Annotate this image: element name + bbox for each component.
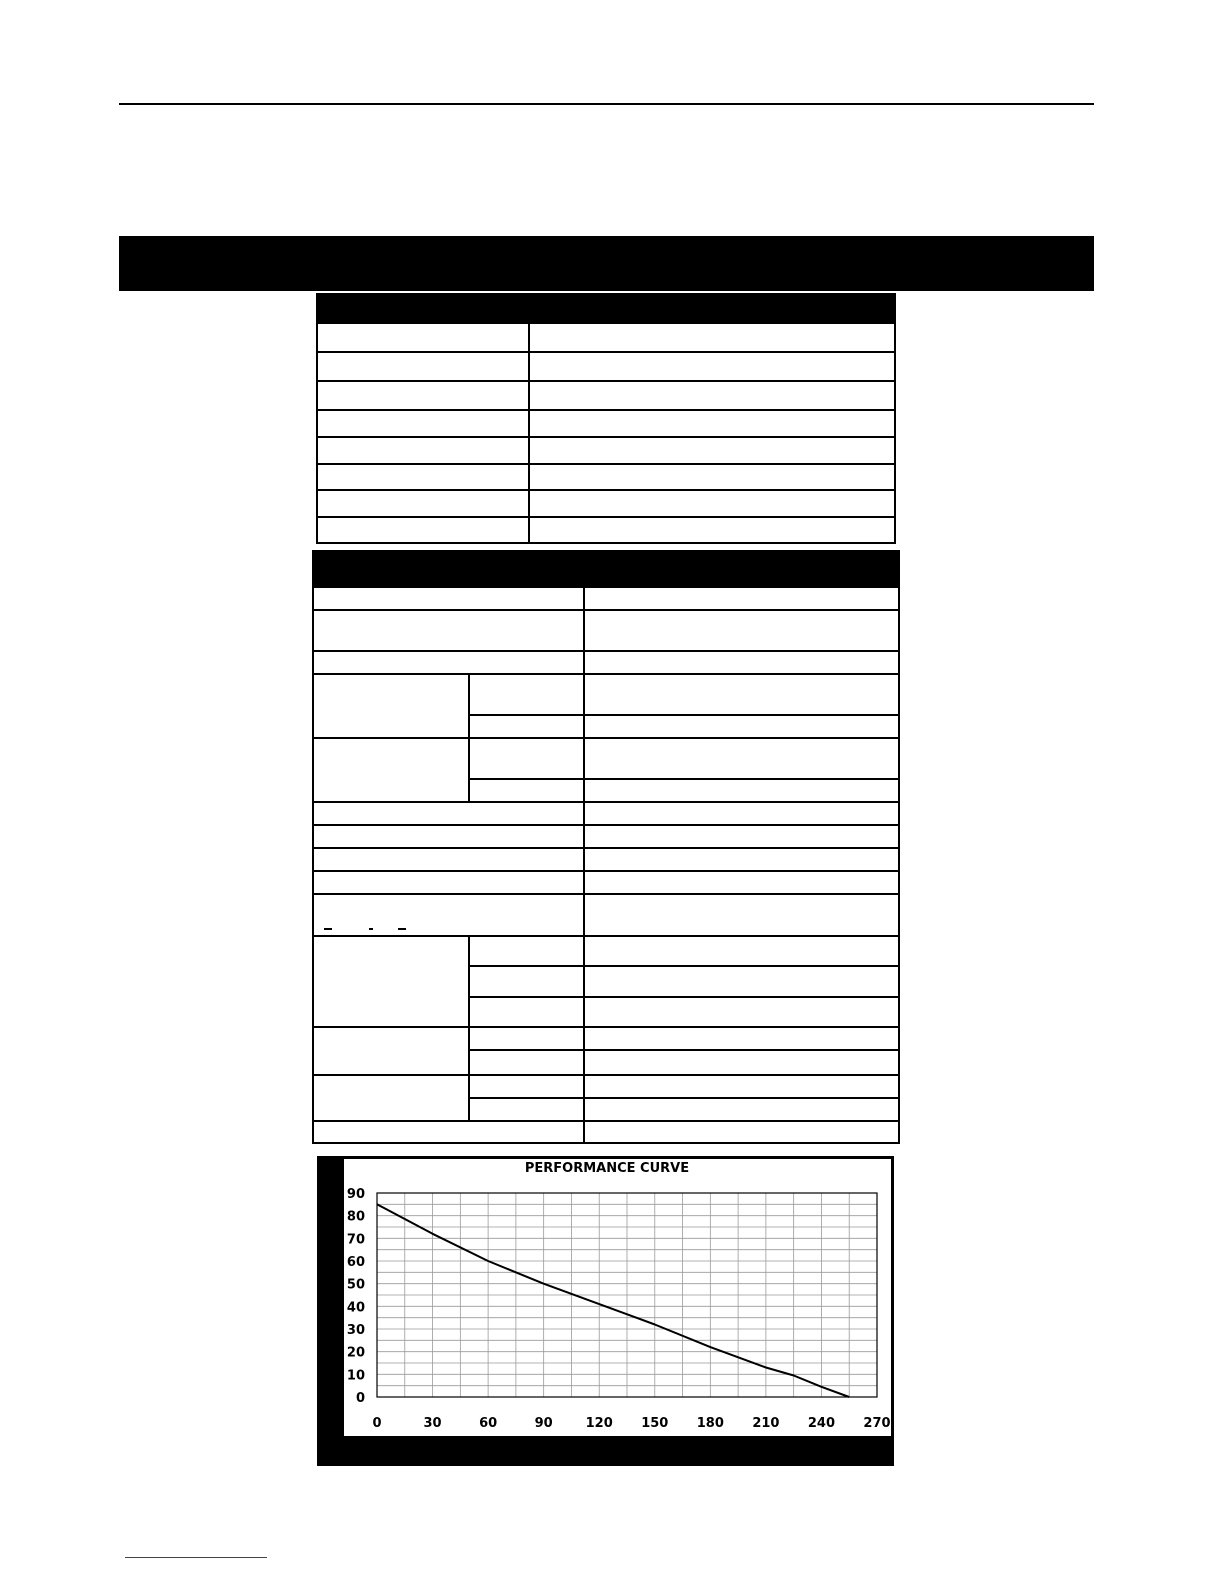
table-row-line	[318, 380, 894, 382]
x-tick-label: 0	[372, 1416, 382, 1431]
table-row-line	[314, 737, 898, 739]
chart-title: PERFORMANCE CURVE	[524, 1161, 690, 1176]
y-tick-label: 70	[346, 1232, 365, 1248]
y-tick-label: 60	[346, 1255, 365, 1270]
x-tick-label: 30	[423, 1416, 442, 1431]
dash-mark	[324, 928, 332, 930]
x-tick-label: 240	[807, 1416, 836, 1431]
y-tick-label: 40	[346, 1300, 365, 1316]
table-row-line	[314, 1026, 898, 1028]
x-tick-label: 150	[641, 1416, 669, 1431]
spec-table-1-divider	[528, 324, 530, 542]
sub-row-line	[468, 965, 898, 967]
table-row-line	[314, 609, 898, 611]
table-row-line	[314, 935, 898, 937]
spec-table-2-header	[314, 552, 898, 588]
table-row-line	[318, 436, 894, 438]
spec-table-2	[312, 550, 900, 1144]
table-row-line	[314, 801, 898, 803]
x-tick-label: 180	[696, 1416, 724, 1431]
y-tick-label: 0	[355, 1391, 365, 1406]
y-tick-label: 90	[346, 1187, 365, 1202]
table-row-line	[314, 1074, 898, 1076]
y-tick-label: 50	[346, 1277, 365, 1293]
title-banner	[119, 236, 1094, 291]
sub-row-line	[468, 996, 898, 998]
table-row-line	[318, 463, 894, 465]
table-row-line	[314, 847, 898, 849]
dash-mark	[369, 928, 373, 930]
header-rule	[119, 103, 1094, 105]
table-row-line	[318, 489, 894, 491]
performance-chart	[344, 1159, 891, 1436]
spec-table-1-header	[318, 295, 894, 324]
performance-curve-line	[377, 1204, 849, 1397]
table-row-line	[318, 516, 894, 518]
footer-link-underline[interactable]	[125, 1557, 267, 1558]
x-tick-label: 90	[534, 1416, 553, 1431]
x-tick-label: 270	[863, 1416, 891, 1431]
y-tick-label: 20	[346, 1345, 365, 1361]
y-tick-label: 10	[346, 1368, 365, 1384]
x-tick-label: 120	[585, 1416, 613, 1431]
sub-row-line	[468, 714, 898, 716]
sub-column-divider	[468, 936, 470, 1120]
x-tick-label: 210	[752, 1416, 780, 1431]
table-row-line	[314, 824, 898, 826]
table-row-line	[314, 870, 898, 872]
table-row-line	[314, 650, 898, 652]
spec-table-2-divider	[583, 588, 585, 1142]
spec-table-1	[316, 293, 896, 544]
y-tick-label: 80	[346, 1209, 365, 1225]
table-row-line	[314, 893, 898, 895]
table-row-line	[318, 409, 894, 411]
sub-row-line	[468, 1097, 898, 1099]
sub-row-line	[468, 1049, 898, 1051]
sub-row-line	[468, 778, 898, 780]
table-row-line	[314, 1120, 898, 1122]
table-row-line	[314, 673, 898, 675]
y-tick-label: 30	[346, 1323, 365, 1338]
dash-mark	[398, 928, 406, 930]
table-row-line	[318, 351, 894, 353]
x-tick-label: 60	[479, 1416, 498, 1431]
